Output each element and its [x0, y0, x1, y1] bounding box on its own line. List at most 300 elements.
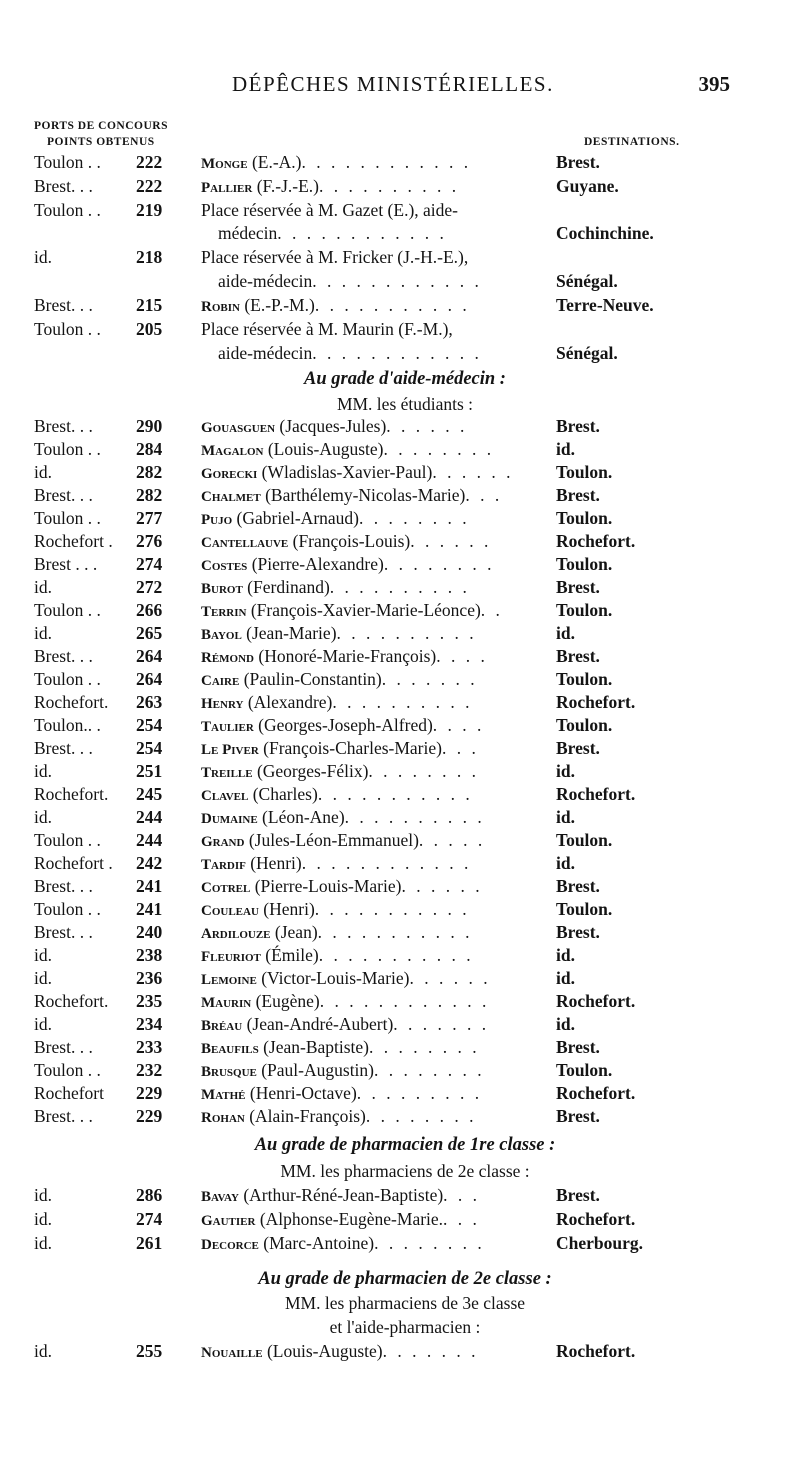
list-item	[0, 852, 800, 875]
points-obtained: 229	[136, 1106, 163, 1126]
continuation-line	[0, 342, 800, 365]
surname: Chalmet	[201, 489, 261, 505]
leader-dots: . . . . . . . .	[369, 1037, 480, 1057]
section-subheading-text: MM. les pharmaciens de 2e classe :	[280, 1161, 530, 1181]
destination: Terre-Neuve.	[556, 295, 654, 315]
surname: Caire	[201, 673, 240, 689]
list-item	[0, 990, 800, 1013]
surname: Ardilouze	[201, 926, 271, 942]
continuation-line	[0, 270, 800, 293]
given-names: (Paulin-Constantin)	[239, 669, 382, 689]
section-heading-text: Au grade d'aide-médecin :	[304, 369, 506, 389]
section-heading	[0, 368, 800, 391]
port-of-competition: Toulon . .	[34, 200, 101, 220]
appointee-name	[201, 175, 546, 200]
points-obtained: 255	[136, 1341, 163, 1361]
destination: Guyane.	[556, 176, 619, 196]
leader-dots: . . . . . . . . . .	[344, 807, 485, 827]
leader-dots: . . . . . . . . . . .	[317, 784, 473, 804]
port-of-competition: id.	[34, 807, 52, 827]
surname: Pujo	[201, 512, 233, 528]
points-obtained: 205	[136, 319, 163, 339]
appointee-name	[201, 438, 546, 463]
section-subheading-text: et l'aide-pharmacien :	[329, 1317, 481, 1337]
appointee-name	[201, 246, 546, 271]
given-names: (Henri)	[258, 899, 315, 919]
column-header-points: POINTS OBTENUS	[47, 136, 155, 148]
destination: Brest.	[556, 876, 600, 896]
continuation-text	[218, 342, 563, 365]
leader-dots: . . . . . . . .	[383, 554, 495, 574]
appointee-name	[201, 1013, 546, 1038]
destination: Sénégal.	[556, 271, 618, 291]
port-of-competition: Brest. . .	[34, 738, 93, 758]
appointee-name	[201, 921, 546, 946]
points-obtained: 240	[136, 922, 163, 942]
section-subheading	[0, 393, 800, 416]
points-obtained: 264	[136, 646, 163, 666]
port-of-competition: Rochefort .	[34, 531, 113, 551]
port-of-competition: Brest. . .	[34, 176, 93, 196]
points-obtained: 233	[136, 1037, 163, 1057]
given-names: (Alphonse-Eugène-Marie.	[255, 1209, 444, 1229]
given-names: (Alain-François)	[244, 1106, 366, 1126]
given-names: (François-Charles-Marie)	[258, 738, 442, 758]
leader-dots: . . . . . .	[409, 968, 491, 988]
given-names: Place réservée à M. Fricker (J.-H.-E.),	[201, 247, 469, 267]
destination: Toulon.	[556, 669, 613, 689]
destination: id.	[556, 853, 575, 873]
given-names: (Wladislas-Xavier-Paul)	[257, 462, 433, 482]
list-item	[0, 294, 800, 317]
given-names: (Marc-Antoine)	[258, 1233, 375, 1253]
destination: Toulon.	[556, 600, 613, 620]
appointee-name	[201, 622, 546, 647]
destination: id.	[556, 968, 575, 988]
list-item	[0, 484, 800, 507]
port-of-competition: Toulon . .	[34, 1060, 101, 1080]
list-item	[0, 829, 800, 852]
list-item	[0, 1036, 800, 1059]
list-item	[0, 668, 800, 691]
leader-dots: . . .	[443, 1209, 480, 1229]
list-item	[0, 1013, 800, 1036]
given-names: (Pierre-Louis-Marie)	[250, 876, 402, 896]
appointee-name	[201, 875, 546, 900]
list-item	[0, 1208, 800, 1231]
port-of-competition: Brest. . .	[34, 876, 93, 896]
appointee-name	[201, 199, 546, 224]
port-of-competition: id.	[34, 968, 52, 988]
surname: Mathé	[201, 1087, 246, 1103]
list-item	[0, 530, 800, 553]
given-names: (Gabriel-Arnaud)	[232, 508, 359, 528]
leader-dots: . . . . . . . . . . . .	[301, 853, 472, 873]
points-obtained: 242	[136, 853, 163, 873]
given-names: (Pierre-Alexandre)	[247, 554, 384, 574]
points-obtained: 274	[136, 1209, 163, 1229]
destination: Toulon.	[556, 1060, 613, 1080]
destination: Brest.	[556, 1106, 600, 1126]
list-item	[0, 806, 800, 829]
surname: Magalon	[201, 443, 264, 459]
appointee-name	[201, 1340, 546, 1365]
given-names: (Victor-Louis-Marie)	[256, 968, 410, 988]
leader-dots: . . . . . . . . . .	[332, 692, 473, 712]
section-heading-text: Au grade de pharmacien de 2e classe :	[258, 1269, 552, 1289]
list-item	[0, 1232, 800, 1255]
appointee-name	[201, 645, 546, 670]
surname: Gouasguen	[201, 420, 276, 436]
points-obtained: 244	[136, 830, 163, 850]
list-item	[0, 622, 800, 645]
leader-dots: . . . . . . . . . .	[329, 577, 470, 597]
points-obtained: 234	[136, 1014, 163, 1034]
port-of-competition: Toulon . .	[34, 319, 101, 339]
leader-dots: . . . . . . . . . . . .	[301, 152, 472, 172]
port-of-competition: Brest. . .	[34, 1037, 93, 1057]
port-of-competition: Brest . . .	[34, 554, 98, 574]
list-item	[0, 175, 800, 198]
port-of-competition: Toulon . .	[34, 899, 101, 919]
given-names: (Henri)	[245, 853, 302, 873]
port-of-competition: Toulon . .	[34, 439, 101, 459]
leader-dots: . . . . . . . . . . .	[318, 945, 474, 965]
list-item	[0, 898, 800, 921]
surname: Decorce	[201, 1237, 259, 1253]
destination: Toulon.	[556, 508, 613, 528]
destination: Cochinchine.	[556, 223, 654, 243]
list-item	[0, 737, 800, 760]
port-of-competition: Brest. . .	[34, 1106, 93, 1126]
points-obtained: 286	[136, 1185, 163, 1205]
given-names: (Jean)	[270, 922, 318, 942]
surname: Costes	[201, 558, 248, 574]
port-of-competition: id.	[34, 1014, 52, 1034]
appointee-name	[201, 599, 546, 624]
appointee-name	[201, 898, 546, 923]
given-names: (Georges-Joseph-Alfred)	[253, 715, 433, 735]
leader-dots: . . . . . . .	[381, 669, 478, 689]
port-of-competition: Rochefort.	[34, 784, 109, 804]
given-names: (Alexandre)	[243, 692, 333, 712]
given-names: (Jean-André-Aubert)	[242, 1014, 394, 1034]
points-obtained: 241	[136, 876, 163, 896]
surname: Dumaine	[201, 811, 258, 827]
points-obtained: 232	[136, 1060, 163, 1080]
leader-dots: . . . . . . . . . . . .	[312, 343, 482, 363]
points-obtained: 277	[136, 508, 163, 528]
points-obtained: 263	[136, 692, 163, 712]
port-of-competition: Brest. . .	[34, 416, 93, 436]
given-names: (Jacques-Jules)	[275, 416, 387, 436]
leader-dots: . . . . . . .	[393, 1014, 490, 1034]
points-obtained: 261	[136, 1233, 163, 1253]
port-of-competition: Rochefort .	[34, 853, 113, 873]
given-names: (Louis-Auguste)	[263, 439, 384, 459]
destination: Brest.	[556, 152, 600, 172]
surname: Grand	[201, 834, 245, 850]
surname: Burot	[201, 581, 243, 597]
points-obtained: 235	[136, 991, 163, 1011]
port-of-competition: Toulon . .	[34, 152, 101, 172]
destination: Rochefort.	[556, 531, 636, 551]
points-obtained: 284	[136, 439, 163, 459]
list-item	[0, 691, 800, 714]
points-obtained: 282	[136, 462, 163, 482]
surname: Cantellauve	[201, 535, 289, 551]
leader-dots: . . . . . .	[432, 462, 514, 482]
points-obtained: 266	[136, 600, 163, 620]
points-obtained: 222	[136, 176, 163, 196]
surname: Pallier	[201, 180, 253, 196]
list-item	[0, 1105, 800, 1128]
surname: Brusque	[201, 1064, 257, 1080]
appointee-name	[201, 737, 546, 762]
leader-dots: . . . . . . . .	[374, 1060, 485, 1080]
destination: Brest.	[556, 922, 600, 942]
list-item	[0, 438, 800, 461]
given-names: (François-Xavier-Marie-Léonce)	[246, 600, 481, 620]
points-obtained: 251	[136, 761, 163, 781]
leader-dots: . . . . . . . . . . .	[314, 295, 470, 315]
given-names: (E.-P.-M.)	[239, 295, 315, 315]
section-subheading	[0, 1292, 800, 1315]
port-of-competition: Rochefort	[34, 1083, 104, 1103]
surname: Clavel	[201, 788, 249, 804]
leader-dots: . . . . . .	[386, 416, 468, 436]
surname: Maurin	[201, 995, 252, 1011]
given-names: (Paul-Augustin)	[256, 1060, 375, 1080]
leader-dots: . . . . . . . . .	[356, 1083, 483, 1103]
given-names: (Eugène)	[251, 991, 320, 1011]
given-names: (Arthur-Réné-Jean-Baptiste)	[238, 1185, 444, 1205]
list-item	[0, 507, 800, 530]
leader-dots: . . .	[465, 485, 503, 505]
leader-dots: . . . . . . . . . . . .	[319, 991, 490, 1011]
list-item	[0, 944, 800, 967]
list-item	[0, 553, 800, 576]
column-header-destinations: DESTINATIONS.	[584, 136, 680, 148]
points-obtained: 274	[136, 554, 163, 574]
appointee-name	[201, 967, 546, 992]
list-item	[0, 714, 800, 737]
port-of-competition: id.	[34, 623, 52, 643]
list-item	[0, 967, 800, 990]
surname: Tardif	[201, 857, 246, 873]
destination: id.	[556, 623, 575, 643]
list-item	[0, 1082, 800, 1105]
given-names: (Ferdinand)	[242, 577, 330, 597]
appointee-name	[201, 530, 546, 555]
appointee-name	[201, 1059, 546, 1084]
leader-dots: . . . . . . . .	[368, 761, 480, 781]
appointee-name	[201, 553, 546, 578]
surname: Bréau	[201, 1018, 243, 1034]
section-heading-text: Au grade de pharmacien de 1re classe :	[254, 1135, 556, 1155]
appointee-name	[201, 714, 546, 739]
surname: Nouaille	[201, 1345, 263, 1361]
surname: Rohan	[201, 1110, 245, 1126]
appointee-name	[201, 944, 546, 969]
surname: Lemoine	[201, 972, 257, 988]
appointee-name	[201, 829, 546, 854]
surname: Beaufils	[201, 1041, 259, 1057]
destination: Brest.	[556, 646, 600, 666]
appointee-name	[201, 461, 546, 486]
section-heading	[0, 1134, 800, 1157]
continuation-label: aide-médecin	[218, 343, 313, 363]
given-names: (Émile)	[260, 945, 319, 965]
leader-dots: . . . . . . . . . .	[336, 623, 477, 643]
port-of-competition: Toulon . .	[34, 508, 101, 528]
destination: Brest.	[556, 416, 600, 436]
destination: id.	[556, 807, 575, 827]
destination: Rochefort.	[556, 1341, 636, 1361]
port-of-competition: Rochefort.	[34, 991, 109, 1011]
leader-dots: . . . .	[436, 646, 488, 666]
destination: Toulon.	[556, 899, 613, 919]
destination: Brest.	[556, 1037, 600, 1057]
points-obtained: 241	[136, 899, 163, 919]
destination: Cherbourg.	[556, 1233, 644, 1253]
surname: Bayol	[201, 627, 242, 643]
leader-dots: . . . .	[432, 715, 485, 735]
section-subheading-text: MM. les pharmaciens de 3e classe	[284, 1293, 526, 1313]
appointee-name	[201, 990, 546, 1015]
points-obtained: 222	[136, 152, 163, 172]
appointee-name	[201, 415, 546, 440]
points-obtained: 254	[136, 715, 163, 735]
appointee-name	[201, 318, 546, 343]
leader-dots: . . . . . .	[401, 876, 483, 896]
continuation-text	[218, 222, 563, 245]
surname: Bavay	[201, 1189, 239, 1205]
port-of-competition: Brest. . .	[34, 922, 93, 942]
surname: Gorecki	[201, 466, 258, 482]
list-item	[0, 461, 800, 484]
list-item	[0, 921, 800, 944]
points-obtained: 245	[136, 784, 163, 804]
running-title: DÉPÊCHES MINISTÉRIELLES.	[232, 72, 554, 96]
points-obtained: 215	[136, 295, 163, 315]
appointee-name	[201, 1208, 546, 1233]
column-header-ports: PORTS DE CONCOURS	[34, 120, 168, 132]
port-of-competition: id.	[34, 1233, 52, 1253]
surname: Fleuriot	[201, 949, 261, 965]
destination: Toulon.	[556, 715, 613, 735]
destination: Brest.	[556, 1185, 600, 1205]
surname: Treille	[201, 765, 253, 781]
appointee-name	[201, 1232, 546, 1257]
section-subheading	[0, 1160, 800, 1183]
port-of-competition: id.	[34, 247, 52, 267]
list-item	[0, 645, 800, 668]
continuation-line	[0, 222, 800, 245]
continuation-label: aide-médecin	[218, 271, 313, 291]
destination: id.	[556, 1014, 575, 1034]
appointee-name	[201, 691, 546, 716]
points-obtained: 282	[136, 485, 163, 505]
destination: Brest.	[556, 738, 600, 758]
leader-dots: . . . . .	[418, 830, 486, 850]
destination: id.	[556, 761, 575, 781]
surname: Gautier	[201, 1213, 256, 1229]
section-heading	[0, 1268, 800, 1291]
destination: Brest.	[556, 485, 600, 505]
points-obtained: 236	[136, 968, 163, 988]
leader-dots: . . . . . . . .	[374, 1233, 485, 1253]
given-names: (Jean-Marie)	[241, 623, 337, 643]
destination: id.	[556, 945, 575, 965]
surname: Couleau	[201, 903, 259, 919]
surname: Taulier	[201, 719, 254, 735]
list-item	[0, 151, 800, 174]
continuation-label: médecin	[218, 223, 278, 243]
list-item	[0, 1340, 800, 1363]
leader-dots: . . . . . . . .	[359, 508, 470, 528]
section-subheading-text: MM. les étudiants :	[336, 394, 474, 414]
given-names: (Henri-Octave)	[245, 1083, 357, 1103]
port-of-competition: id.	[34, 945, 52, 965]
given-names: (E.-A.)	[247, 152, 302, 172]
leader-dots: . . . . . . . .	[365, 1106, 477, 1126]
destination: Rochefort.	[556, 991, 636, 1011]
leader-dots: . . . . . . . . . . .	[314, 899, 470, 919]
port-of-competition: id.	[34, 577, 52, 597]
appointee-name	[201, 783, 546, 808]
given-names: (Honoré-Marie-François)	[254, 646, 437, 666]
leader-dots: . . .	[443, 1185, 481, 1205]
appointee-name	[201, 668, 546, 693]
surname: Le Piver	[201, 742, 259, 758]
destination: id.	[556, 439, 575, 459]
port-of-competition: id.	[34, 1185, 52, 1205]
leader-dots: . . . . . . . . . .	[319, 176, 460, 196]
appointee-name	[201, 760, 546, 785]
points-obtained: 219	[136, 200, 163, 220]
points-obtained: 265	[136, 623, 163, 643]
points-obtained: 238	[136, 945, 163, 965]
port-of-competition: Toulon.. .	[34, 715, 101, 735]
continuation-text	[218, 270, 563, 293]
list-item	[0, 783, 800, 806]
leader-dots: . . . . . . . .	[383, 439, 495, 459]
leader-dots: . . . . . . . . . . . .	[312, 271, 482, 291]
points-obtained: 244	[136, 807, 163, 827]
section-subheading	[0, 1316, 800, 1339]
leader-dots: . . . . . . . . . . .	[317, 922, 473, 942]
list-item	[0, 318, 800, 341]
list-item	[0, 1059, 800, 1082]
destination: Sénégal.	[556, 343, 618, 363]
leader-dots: . . . . . . . . . . . .	[277, 223, 447, 243]
page-number: 395	[698, 72, 730, 96]
points-obtained: 218	[136, 247, 163, 267]
surname: Monge	[201, 156, 248, 172]
appointee-name	[201, 151, 546, 176]
list-item	[0, 875, 800, 898]
given-names: (Jean-Baptiste)	[258, 1037, 369, 1057]
points-obtained: 264	[136, 669, 163, 689]
list-item	[0, 199, 800, 222]
surname: Cotrel	[201, 880, 251, 896]
surname: Robin	[201, 299, 240, 315]
surname: Henry	[201, 696, 244, 712]
given-names: (Barthélemy-Nicolas-Marie)	[260, 485, 466, 505]
appointee-name	[201, 1105, 546, 1130]
appointee-name	[201, 1082, 546, 1107]
